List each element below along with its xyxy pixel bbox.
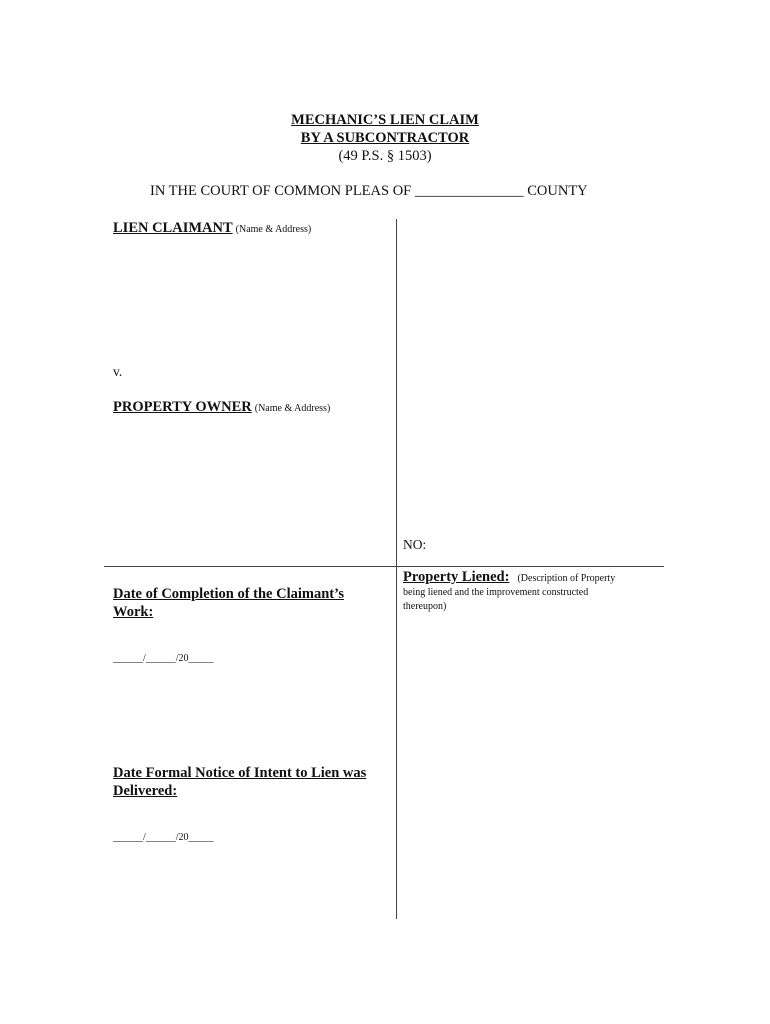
lien-claimant-hint: (Name & Address) [235,224,312,235]
property-owner-label: PROPERTY OWNER [113,399,252,415]
lien-claimant-heading [113,219,311,237]
completion-date-label-line2: Work: [113,604,154,620]
property-liened-label: Property Liened: [403,569,510,585]
completion-date-label-line1: Date of Completion of the Claimant’s [113,586,345,602]
notice-date-label-line1: Date Formal Notice of Intent to Lien was [113,765,367,781]
form-title-line2: BY A SUBCONTRACTOR [300,130,470,146]
form-title-line1: MECHANIC’S LIEN CLAIM [291,112,479,128]
property-liened-hint-line2: being liened and the improvement constructed [403,587,589,598]
notice-date-field[interactable]: ______/______/20_____ [113,832,214,843]
property-owner-heading [113,398,330,416]
section-divider-horizontal [104,566,664,567]
lien-claimant-label: LIEN CLAIMANT [113,220,233,236]
column-divider-vertical [396,219,397,919]
court-heading: IN THE COURT OF COMMON PLEAS OF _______________ COUNTY [150,183,588,199]
property-owner-hint: (Name & Address) [254,403,331,414]
completion-date-field[interactable]: ______/______/20_____ [113,653,214,664]
property-liened-hint-line3: thereupon) [403,601,447,612]
versus-text: v. [113,364,123,379]
property-liened-hint-line1: (Description of Property [517,573,616,584]
property-liened-heading [403,568,615,586]
notice-date-label-line2: Delivered: [113,783,178,799]
case-number-label: NO: [403,537,427,552]
statute-citation: (49 P.S. § 1503) [338,148,432,164]
